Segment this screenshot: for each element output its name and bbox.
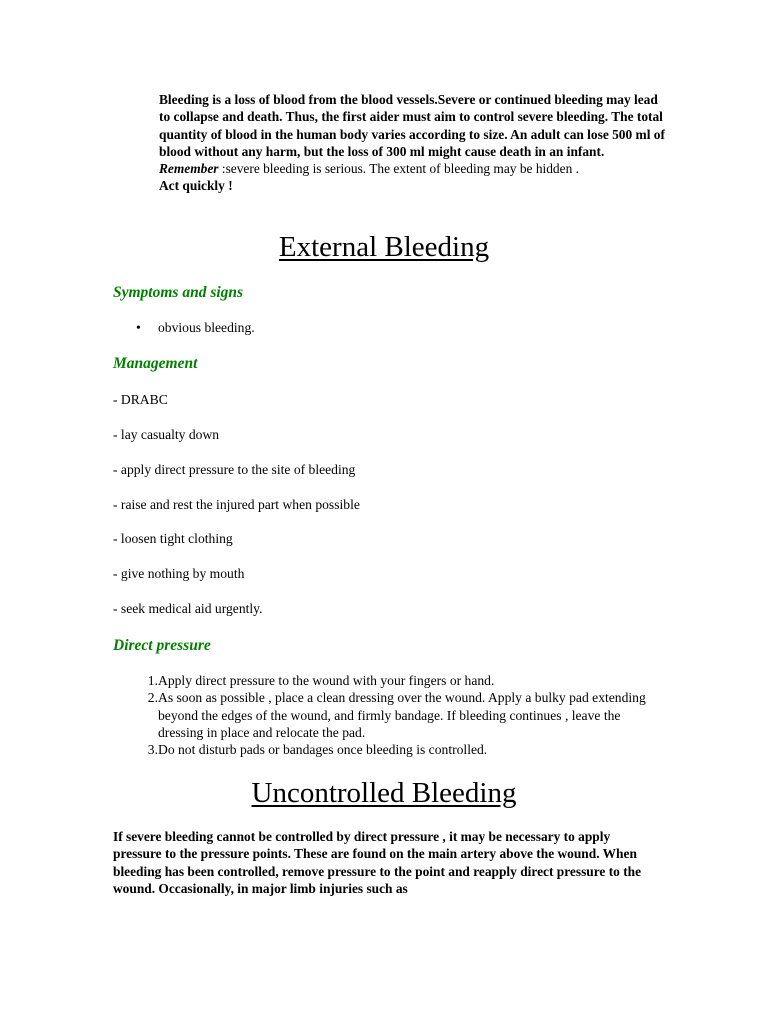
symptom-text: obvious bleeding.: [158, 320, 255, 335]
management-heading: Management: [113, 355, 198, 372]
bullet-icon: •: [136, 320, 141, 335]
external-bleeding-heading: External Bleeding: [278, 231, 490, 263]
step-item: 2. As soon as possible , place a clean dressing over the wound. Apply a bulky pad extending beyond the edges of the wound, and firmly bandage. If bleeding continues , leave the dressing in place and relocate the pad.: [113, 689, 653, 741]
management-item: - give nothing by mouth: [113, 566, 245, 581]
step-item: 1. Apply direct pressure to the wound with your fingers or hand.: [113, 672, 653, 689]
management-item: - apply direct pressure to the site of bleeding: [113, 462, 356, 477]
step-item: 3. Do not disturb pads or bandages once bleeding is controlled.: [113, 741, 653, 758]
step-text: Apply direct pressure to the wound with your fingers or hand.: [158, 673, 495, 688]
management-item: - loosen tight clothing: [113, 531, 233, 546]
symptoms-heading: Symptoms and signs: [113, 284, 244, 301]
management-item: - lay casualty down: [113, 427, 220, 442]
intro-paragraph: [159, 91, 669, 195]
uncontrolled-bleeding-heading: Uncontrolled Bleeding: [251, 777, 517, 809]
management-item: - seek medical aid urgently.: [113, 601, 263, 616]
direct-pressure-heading: Direct pressure: [113, 637, 211, 654]
management-item: - raise and rest the injured part when possible: [113, 497, 360, 512]
intro-text: Bleeding is a loss of blood from the blood vessels.Severe or continued bleeding may lead to collapse and death. Thus, the first aider must aim to control severe bleeding. The total quantity of blood in the human body varies according to size. An adult can lose 500 ml of blood without any harm, but the loss of 300 ml might cause death in an infant.: [159, 92, 665, 159]
uncontrolled-paragraph: If severe bleeding cannot be controlled by direct pressure , it may be necessary to apply pressure to the pressure points. These are found on the main artery above the wound. When bleeding has been controlled, remove pressure to the point and reapply direct pressure to the wound. Occasionally, in major limb injuries such as: [113, 829, 642, 897]
act-quickly-text: Act quickly !: [159, 178, 233, 194]
remember-text: :severe bleeding is serious. The extent of bleeding may be hidden .: [218, 161, 579, 177]
step-text: As soon as possible , place a clean dressing over the wound. Apply a bulky pad extending beyond the edges of the wound, and firmly bandage. If bleeding continues , leave the dressing in place and relocate the pad.: [158, 690, 646, 740]
symptom-item: [136, 319, 255, 336]
direct-pressure-steps: [113, 672, 653, 758]
step-text: Do not disturb pads or bandages once bleeding is controlled.: [158, 742, 488, 758]
remember-label: Remember: [159, 161, 219, 177]
management-item: - DRABC: [113, 392, 168, 407]
